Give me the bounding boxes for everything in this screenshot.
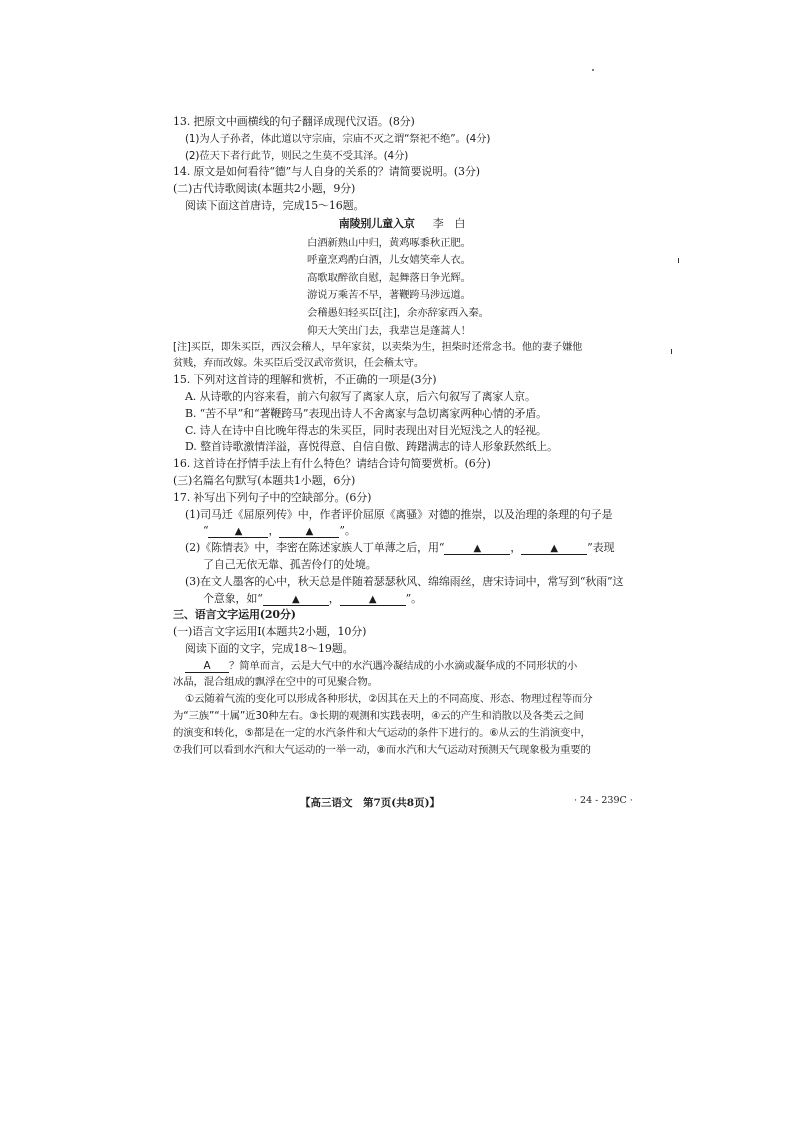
triangle-marker-icon: ▲ <box>550 543 558 555</box>
answer-blank-a[interactable] <box>185 660 229 673</box>
poem-author: 李 白 <box>432 216 466 230</box>
triangle-marker-icon: ▲ <box>305 526 314 538</box>
item-2-text-end: ”表现 <box>587 541 615 555</box>
passage-text: ？简单而言，云是大气中的水汽遇冷凝结成的小水滴或凝华成的不同形状的小 <box>229 659 578 672</box>
comma: ， <box>268 524 280 538</box>
question-13-item-1: (1)为人子孙者，体此道以守宗庙，宗庙不灭之谓“祭祀不绝”。(4分) <box>185 132 491 145</box>
question-14: 14. 原文是如何看待“德”与人自身的关系的？请简要说明。(3分) <box>173 165 480 179</box>
part-3-subheading: (一)语言文字运用Ⅰ(本题共2小题，10分) <box>173 625 367 639</box>
poem-heading <box>173 216 631 233</box>
question-15-option-b: B. “苦不早”和“著鞭跨马”表现出诗人不舍离家与急切离家两种心情的矛盾。 <box>185 406 548 420</box>
poem-body <box>173 235 631 341</box>
quote-mark: ”。 <box>405 591 422 605</box>
question-15: 15. 下列对这首诗的理解和赏析，不正确的一项是(3分) <box>173 373 437 387</box>
passage-line: 的演变和转化，⑤都是在一定的水汽条件和大气运动的条件下进行的。⑥从云的生消演变中， <box>173 726 591 739</box>
poem-title: 南陵别儿童入京 <box>338 216 415 230</box>
comma: ， <box>328 591 340 605</box>
triangle-marker-icon: ▲ <box>368 593 377 605</box>
question-15-option-d: D. 整首诗歌激情洋溢，喜悦得意、自信自傲、踌躇满志的诗人形象跃然纸上。 <box>185 440 559 454</box>
question-16: 16. 这首诗在抒情手法上有什么特色？请结合诗句简要赏析。(6分) <box>173 457 491 471</box>
triangle-marker-icon: ▲ <box>473 543 482 555</box>
item-3-text: 个意象，如“ <box>203 591 263 605</box>
question-17-item-1: (1)司马迁《屈原列传》中，作者评价屈原《离骚》对德的推崇，以及治理的条理的句子是 <box>185 507 613 521</box>
poem-line: 白酒新熟山中归，黄鸡啄黍秋正肥。 <box>307 236 471 249</box>
poem-note <box>173 340 631 372</box>
answer-blank[interactable] <box>521 542 587 555</box>
question-15-option-c: C. 诗人在诗中自比晚年得志的朱买臣，同时表现出对目光短浅之人的轻视。 <box>185 423 547 437</box>
question-15-option-a: A. 从诗歌的内容来看，前六句叙写了离家人京，后六句叙写了离家人京。 <box>185 389 536 403</box>
passage-line: ⑦我们可以看到水汽和大气运动的一举一动，⑧而水汽和大气运动对预测天气现象极为重要的 <box>173 743 591 756</box>
footer-paper-code: · 24 - 239C · <box>574 795 633 806</box>
poem-line: 呼童烹鸡酌白酒，儿女嬉笑牵人衣。 <box>307 254 471 267</box>
poem-line: 仰天大笑出门去，我辈岂是蓬蒿人！ <box>307 324 471 337</box>
question-17-item-2 <box>173 540 631 557</box>
poem-note-line-1: [注]买臣，即朱买臣，西汉会稽人，早年家贫，以卖柴为生，担柴时还常念书。他的妻子嫌他 <box>173 342 583 354</box>
triangle-marker-icon: ▲ <box>291 593 300 605</box>
section-poetry-intro: 阅读下面这首唐诗，完成15～16题。 <box>185 198 365 212</box>
section-poetry-heading: (二)古代诗歌阅读(本题共2小题，9分) <box>173 182 356 196</box>
question-17: 17. 补写出下列句子中的空缺部分。(6分) <box>173 490 372 504</box>
passage-line: 冰晶，混合组成的飘浮在空中的可见聚合物。 <box>173 676 378 689</box>
scan-mark <box>678 258 679 263</box>
scan-mark <box>671 349 672 354</box>
answer-blank[interactable] <box>208 525 268 538</box>
exam-content <box>173 114 631 758</box>
part-3-intro: 阅读下面的文字，完成18～19题。 <box>185 641 354 655</box>
item-2-text: (2)《陈情表》中，李密在陈述家族人丁单薄之后，用“ <box>185 541 445 555</box>
poem-line: 会稽愚妇轻买臣[注]，余亦辞家西入秦。 <box>307 306 489 319</box>
question-17-item-2-cont: 了自己无依无靠、孤苦伶仃的处境。 <box>203 557 377 571</box>
answer-blank[interactable] <box>340 593 406 606</box>
comma: ， <box>510 541 522 555</box>
passage-line: ①云随着气流的变化可以形成各种形状，②因其在天上的不同高度、形态、物理过程等而分 <box>185 693 593 706</box>
triangle-marker-icon: ▲ <box>234 526 243 538</box>
poem-note-line-2: 贫贱，弃而改嫁。朱买臣后受汉武帝赏识，任会稽太守。 <box>173 358 424 370</box>
answer-blank[interactable] <box>444 542 510 555</box>
question-13-item-2: (2)莅天下者行此节，则民之生莫不受其泽。(4分) <box>185 149 409 162</box>
answer-blank[interactable] <box>279 525 339 538</box>
scan-speck <box>592 69 594 71</box>
question-17-item-3-blanks <box>173 591 631 608</box>
section-recitation-heading: (三)名篇名句默写(本题共1小题，6分) <box>173 473 356 487</box>
quote-mark: ”。 <box>339 524 356 538</box>
question-17-item-1-blanks <box>173 523 631 540</box>
blank-letter: A <box>203 659 211 672</box>
quote-mark: “ <box>203 524 209 538</box>
footer-page-info: 【高三语文 第7页(共8页)】 <box>300 797 441 809</box>
answer-blank[interactable] <box>263 593 329 606</box>
question-13: 13. 把原文中画横线的句子翻译成现代汉语。(8分) <box>173 115 415 128</box>
poem-line: 游说万乘苦不早，著鞭跨马涉远道。 <box>307 289 471 302</box>
part-3-heading: 三、语言文字运用(20分) <box>173 608 296 622</box>
poem-line: 高歌取醉欲自慰，起舞落日争光辉。 <box>307 271 471 284</box>
passage-line: 为“三族”“十属”近30种左右。③长期的观测和实践表明，④云的产生和消散以及各类云之间 <box>173 710 584 723</box>
passage-line <box>173 658 631 675</box>
question-17-item-3: (3)在文人墨客的心中，秋天总是伴随着瑟瑟秋风、绵绵雨丝，唐宋诗词中，常写到“秋雨”这 <box>185 574 624 588</box>
